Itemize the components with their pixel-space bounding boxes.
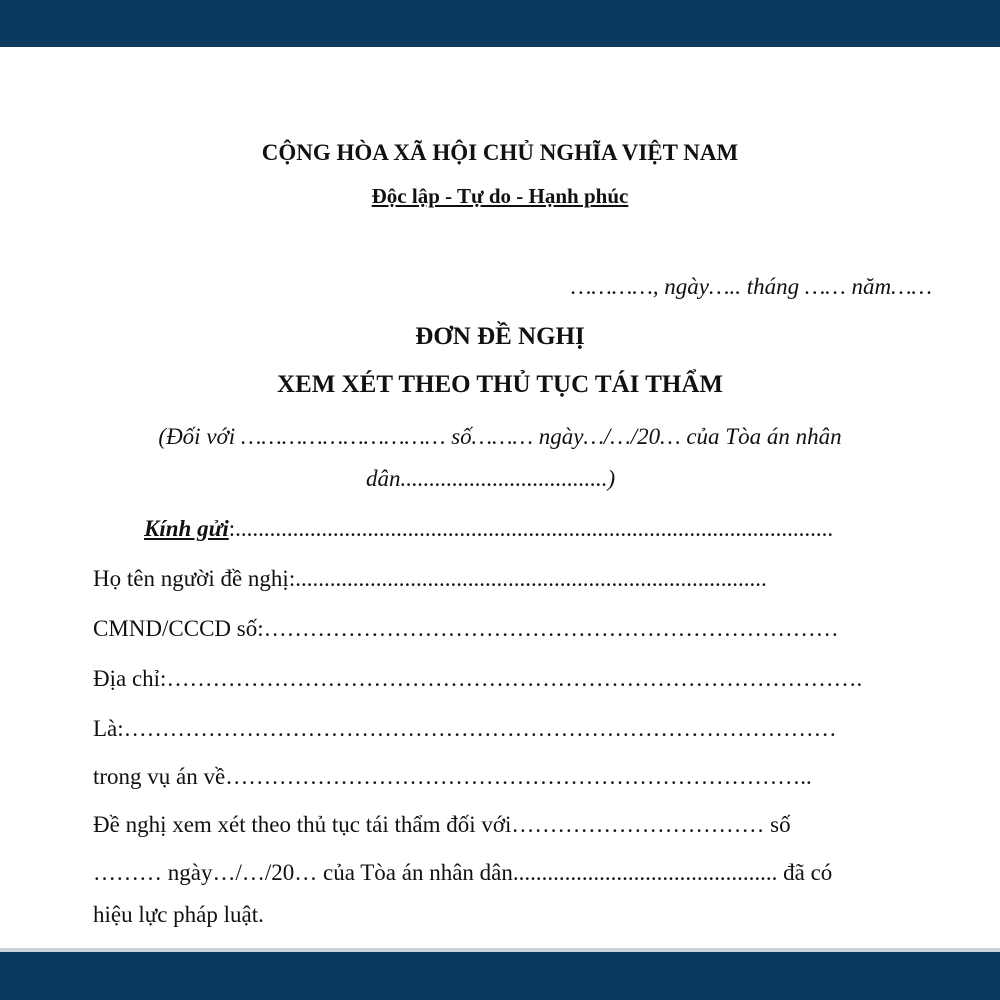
document-title: ĐƠN ĐỀ NGHỊ — [415, 323, 585, 350]
case-reference-line-1: (Đối với ………………………… số……… ngày…/…/20… của Tòa án nhân — [158, 424, 842, 449]
field-id-number: CMND/CCCD số:………………………………………………………………… — [93, 616, 839, 641]
request-line-3: hiệu lực pháp luật. — [93, 902, 264, 927]
recipient-dots: :........................................................................................................ — [228, 516, 834, 541]
bottom-banner — [0, 952, 1000, 1000]
case-reference-line-2: dân....................................) — [366, 466, 616, 491]
top-banner — [0, 0, 1000, 47]
field-role: Là:………………………………………………………………………………… — [93, 716, 837, 741]
request-line-1: Đề nghị xem xét theo thủ tục tái thẩm đối với…………………………… số — [93, 812, 791, 837]
field-address: Địa chỉ:………………………………………………………………………………. — [93, 666, 863, 691]
date-line: …………, ngày….. tháng …… năm…… — [570, 274, 932, 299]
recipient-label: Kính gửi — [144, 516, 229, 541]
document-subtitle-heading: XEM XÉT THEO THỦ TỤC TÁI THẨM — [277, 371, 723, 398]
field-applicant-name: Họ tên người đề nghị:.................................................................................. — [93, 566, 767, 591]
national-title: CỘNG HÒA XÃ HỘI CHỦ NGHĨA VIỆT NAM — [261, 140, 739, 165]
document-page — [0, 47, 1000, 948]
national-motto: Độc lập - Tự do - Hạnh phúc — [371, 184, 629, 208]
recipient-line — [144, 515, 833, 543]
request-line-2: ……… ngày…/…/20… của Tòa án nhân dân.............................................. đã có — [93, 860, 833, 885]
field-case-subject: trong vụ án về………………………………………………………………….. — [93, 764, 812, 789]
